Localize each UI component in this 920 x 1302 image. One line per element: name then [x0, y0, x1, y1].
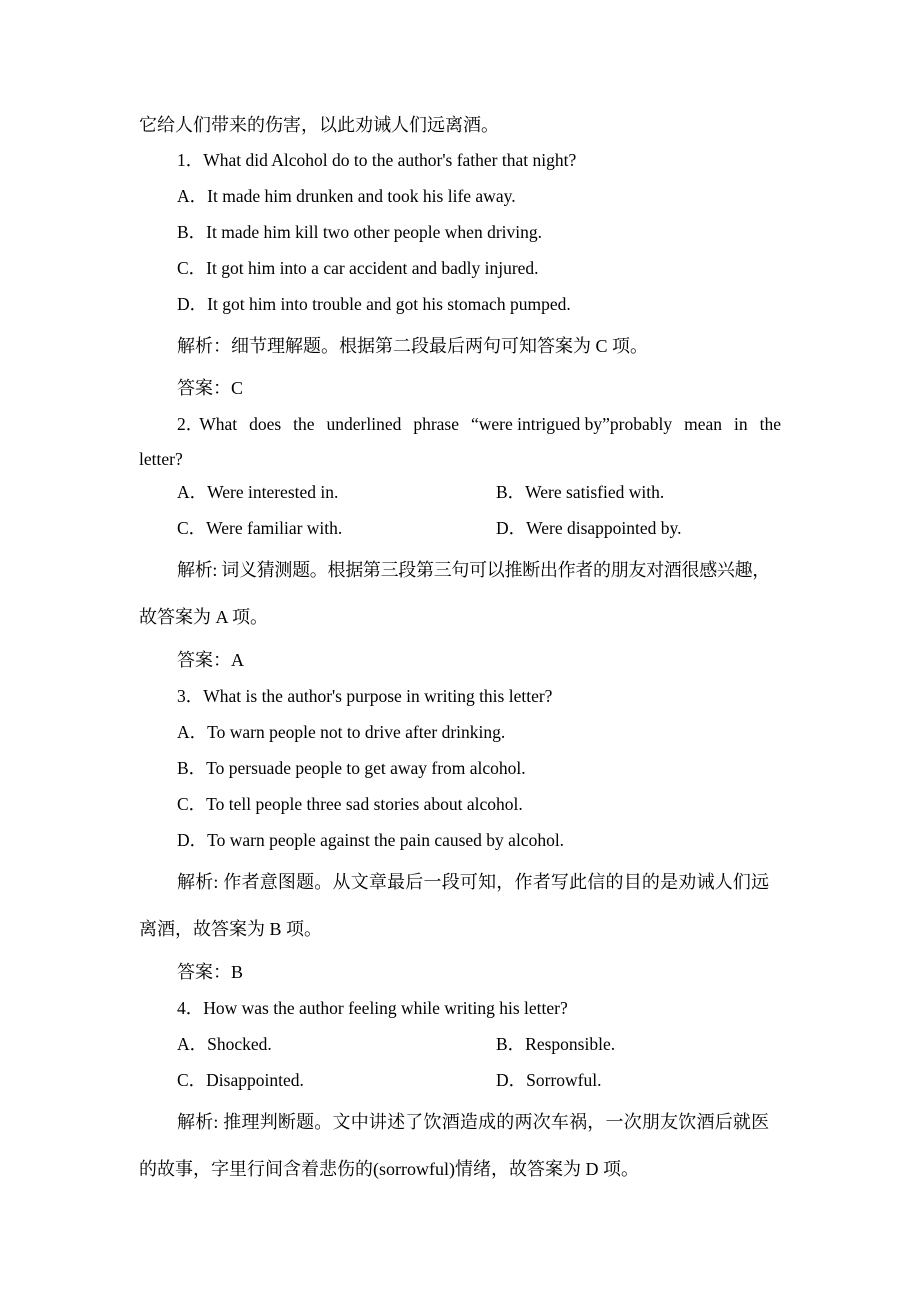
q2-stem-word: does — [249, 414, 282, 434]
q2-stem-word: in — [734, 414, 748, 434]
q4-option-b: B．Responsible. — [496, 1034, 616, 1054]
q1-option-d: D．It got him into trouble and got his stomach pumped. — [177, 294, 571, 314]
q2-option-c: C．Were familiar with. — [177, 518, 343, 538]
q2-analysis-line2: 故答案为 A 项。 — [139, 607, 269, 627]
q2-stem-word: 2． — [177, 414, 204, 434]
q4-analysis-line1: 解析: 推理判断题。文中讲述了饮酒造成的两次车祸，一次朋友饮酒后就医 — [177, 1112, 770, 1132]
q3-analysis-line2: 离酒，故答案为 B 项。 — [139, 919, 323, 939]
q2-option-a: A．Were interested in. — [177, 482, 339, 502]
q2-analysis-line1: 解析: 词义猜测题。根据第三段第三句可以推断出作者的朋友对酒很感兴趣， — [177, 560, 770, 580]
q4-option-c: C．Disappointed. — [177, 1070, 304, 1090]
q2-answer: 答案：A — [177, 650, 244, 670]
q2-stem-word: underlined — [326, 414, 402, 434]
intro-line: 它给人们带来的伤害，以此劝诫人们远离酒。 — [139, 115, 499, 135]
q3-option-c: C．To tell people three sad stories about alcohol. — [177, 794, 523, 814]
q1-option-c: C．It got him into a car accident and badly injured. — [177, 258, 539, 278]
q2-underlined-phrase: “were intrigued by”probably — [470, 414, 673, 434]
q2-option-b: B．Were satisfied with. — [496, 482, 665, 502]
q2-stem-word: the — [759, 414, 781, 434]
q1-answer: 答案：C — [177, 378, 244, 398]
q1-analysis: 解析：细节理解题。根据第二段最后两句可知答案为 C 项。 — [177, 336, 649, 356]
q3-option-b: B．To persuade people to get away from alcohol. — [177, 758, 526, 778]
q2-stem-word: What — [199, 414, 238, 434]
q4-option-d: D．Sorrowful. — [496, 1070, 602, 1090]
q2-option-d: D．Were disappointed by. — [496, 518, 682, 538]
q2-stem-word: mean — [684, 414, 723, 434]
q2-stem-word: phrase — [413, 414, 459, 434]
q3-stem: 3．What is the author's purpose in writing this letter? — [177, 686, 553, 706]
q3-option-a: A．To warn people not to drive after drinking. — [177, 722, 506, 742]
q1-option-a: A．It made him drunken and took his life away. — [177, 186, 516, 206]
q2-stem — [177, 412, 781, 436]
q3-analysis-line1: 解析: 作者意图题。从文章最后一段可知，作者写此信的目的是劝诫人们远 — [177, 872, 770, 892]
q3-answer: 答案：B — [177, 962, 244, 982]
q2-stem-continued: letter? — [139, 449, 183, 469]
q4-option-a: A．Shocked. — [177, 1034, 272, 1054]
q1-option-b: B．It made him kill two other people when driving. — [177, 222, 543, 242]
q1-stem: 1．What did Alcohol do to the author's father that night? — [177, 150, 577, 170]
q4-analysis-line2: 的故事，字里行间含着悲伤的(sorrowful)情绪，故答案为 D 项。 — [139, 1159, 639, 1179]
q2-stem-word: the — [293, 414, 315, 434]
q3-option-d: D．To warn people against the pain caused by alcohol. — [177, 830, 565, 850]
q4-stem: 4．How was the author feeling while writing his letter? — [177, 998, 568, 1018]
